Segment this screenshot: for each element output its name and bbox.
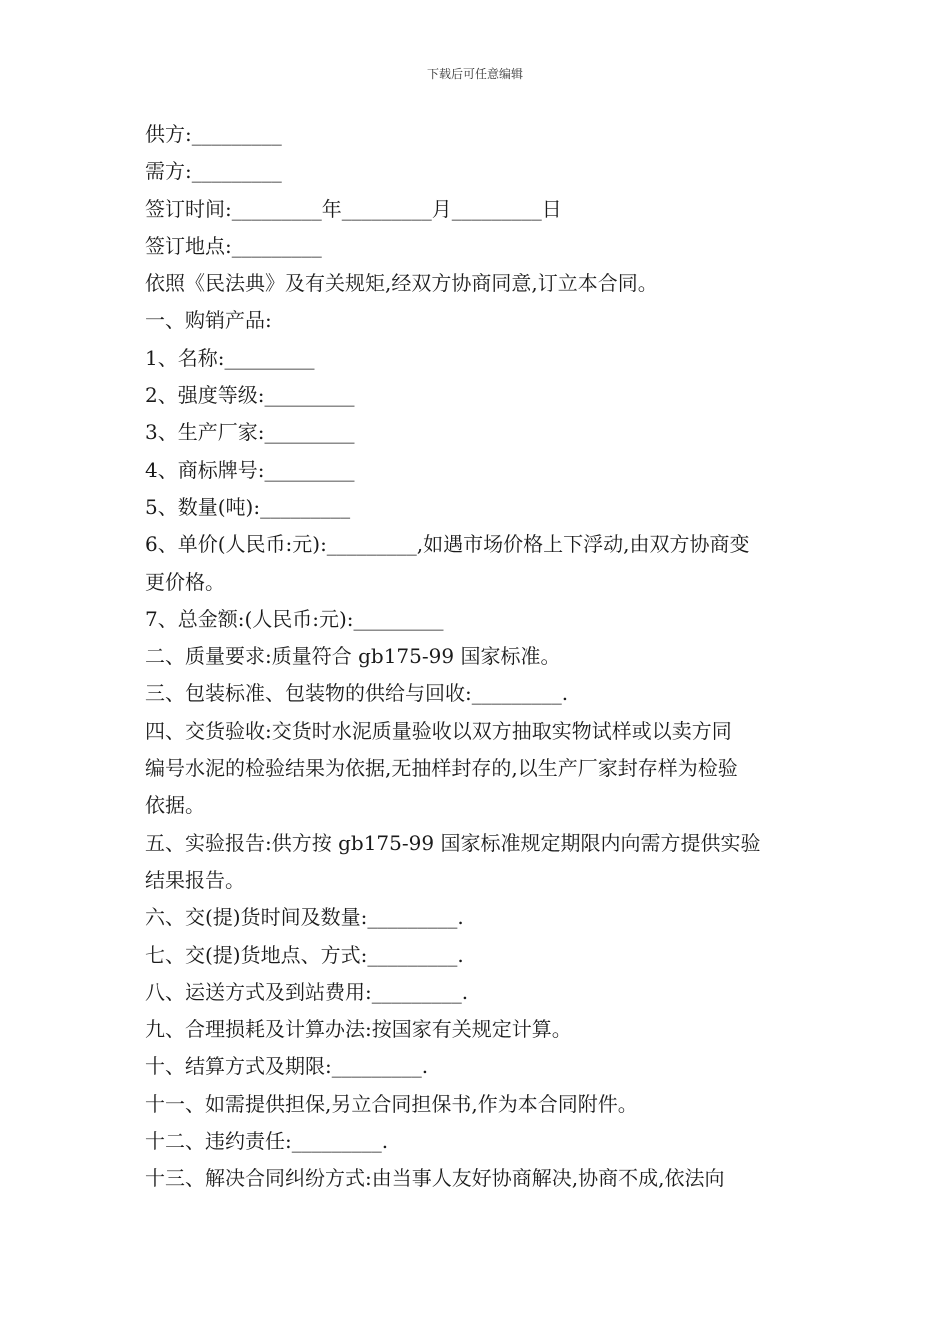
trademark-line: 4、商标牌号:_________ [145,457,355,482]
quality-clause: 二、质量要求:质量符合 gb175-99 国家标准。 [145,644,561,669]
manufacturer-line: 3、生产厂家:_________ [145,420,355,445]
unit-price-line-cont: 更价格。 [145,569,225,594]
guarantee-clause: 十一、如需提供担保,另立合同担保书,作为本合同附件。 [145,1091,638,1116]
section-heading: 一、购销产品: [145,308,272,333]
delivery-place-clause: 七、交(提)货地点、方式:_________. [145,942,464,967]
contract-body [145,116,810,1198]
transport-clause: 八、运送方式及到站费用:_________. [145,979,469,1004]
supplier-line: 供方:_________ [145,122,282,146]
product-name-line: 1、名称:_________ [145,345,315,370]
settlement-clause: 十、结算方式及期限:_________. [145,1054,429,1079]
dispute-clause: 十三、解决合同纠纷方式:由当事人友好协商解决,协商不成,依法向 [145,1166,725,1191]
signing-date-line: 签订时间:_________年_________月_________日 [145,196,562,221]
buyer-line: 需方:_________ [145,159,282,184]
unit-price-line: 6、单价(人民币:元):_________,如遇市场价格上下浮动,由双方协商变 [145,532,750,557]
delivery-time-clause: 六、交(提)货时间及数量:_________. [145,905,464,930]
page-header-note: 下载后可任意编辑 [426,67,523,81]
acceptance-clause: 四、交货验收:交货时水泥质量验收以双方抽取实物试样或以卖方同 [145,718,732,743]
liability-clause: 十二、违约责任:_________. [145,1129,389,1154]
preamble-line: 依照《民法典》及有关规矩,经双方协商同意,订立本合同。 [145,271,658,296]
packaging-clause: 三、包装标准、包装物的供给与回收:_________. [145,681,569,706]
strength-grade-line: 2、强度等级:_________ [145,383,355,408]
test-report-clause: 五、实验报告:供方按 gb175-99 国家标准规定期限内向需方提供实验 [145,830,761,855]
acceptance-clause-cont: 编号水泥的检验结果为依据,无抽样封存的,以生产厂家封存样为检验 [145,756,738,781]
total-amount-line: 7、总金额:(人民币:元):_________ [145,606,444,631]
acceptance-clause-end: 依据。 [145,793,205,818]
loss-clause: 九、合理损耗及计算办法:按国家有关规定计算。 [145,1017,572,1042]
signing-place-line: 签订地点:_________ [145,233,322,258]
test-report-clause-cont: 结果报告。 [145,867,245,892]
quantity-line: 5、数量(吨):_________ [145,494,351,519]
